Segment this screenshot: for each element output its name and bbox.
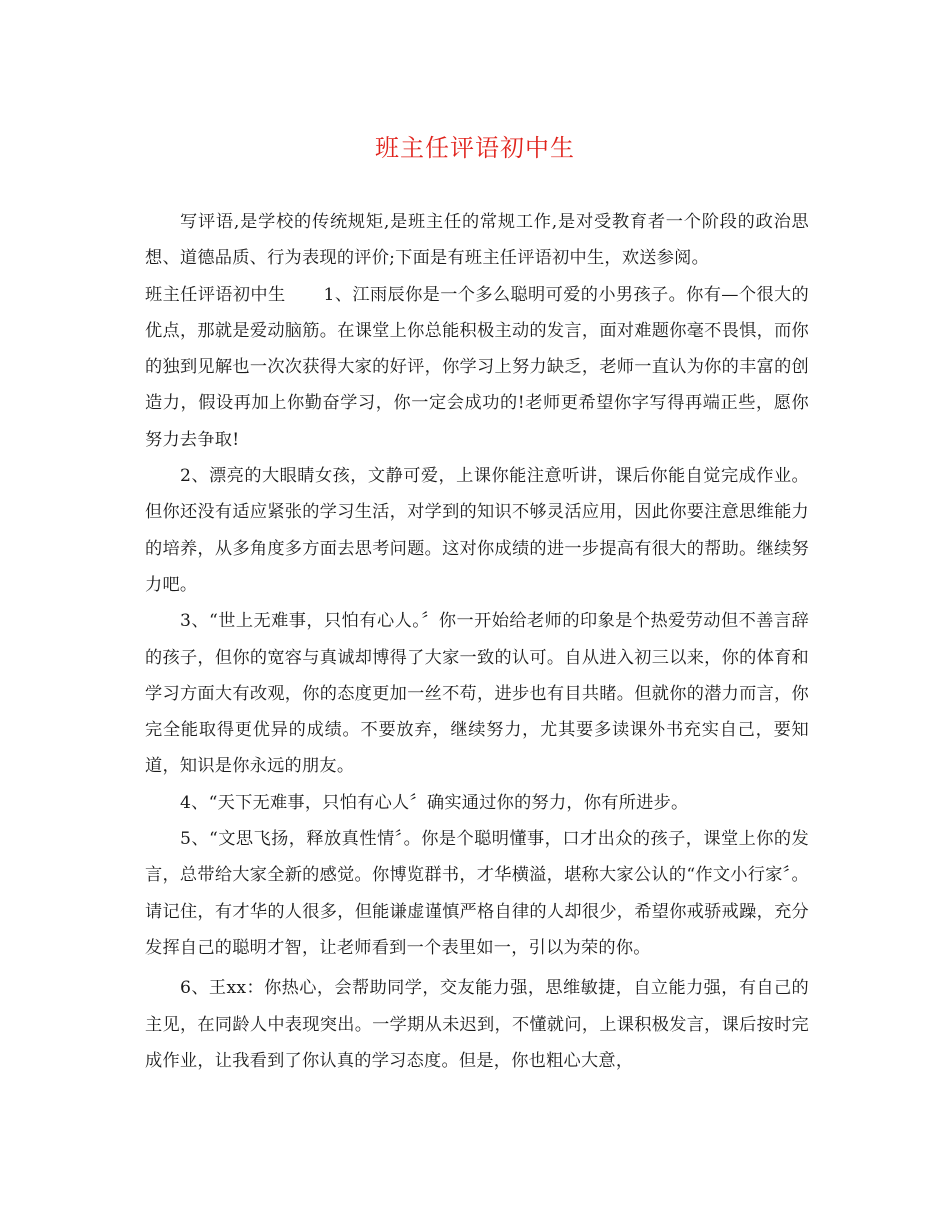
document-title: 班主任评语初中生 (375, 134, 575, 162)
first-entry-paragraph (145, 277, 809, 458)
subheading: 班主任评语初中生 (145, 284, 286, 305)
comment-paragraph-6: 6、王xx：你热心，会帮助同学，交友能力强，思维敏捷，自立能力强，有自己的主见，在同龄人中表现突出。一学期从未迟到，不懂就问，上课积极发言，课后按时完成作业，让我看到了你认真的学习态度。但是，你也粗心大意， (145, 978, 809, 1071)
intro-paragraph: 写评语,是学校的传统规矩,是班主任的常规工作,是对受教育者一个阶段的政治思想、道德品质、行为表现的评价;下面是有班主任评语初中生，欢送参阅。 (145, 212, 809, 269)
comment-paragraph-4: 4、“天下无难事，只怕有心人〞确实通过你的努力，你有所进步。 (180, 792, 689, 813)
comment-paragraph-2: 2、漂亮的大眼睛女孩，文静可爱，上课你能注意听讲，课后你能自觉完成作业。但你还没有适应紧张的学习生活，对学到的知识不够灵活应用，因此你要注意思维能力的培养，从多角度多方面去思考问题。这对你成绩的进一步提高有很大的帮助。继续努力吧。 (145, 466, 809, 595)
document-body (145, 204, 809, 1079)
comment-paragraph-5: 5、“文思飞扬，释放真性情〞。你是个聪明懂事，口才出众的孩子，课堂上你的发言，总带给大家全新的感觉。你博览群书，才华横溢，堪称大家公认的“作文小行家〞。请记住，有才华的人很多，但能谦虚谨慎严格自律的人却很少，希望你戒骄戒躁，充分发挥自己的聪明才智，让老师看到一个表里如一，引以为荣的你。 (145, 829, 809, 958)
comment-paragraph-1: 1、江雨辰你是一个多么聪明可爱的小男孩子。你有—个很大的优点，那就是爱动脑筋。在课堂上你总能积极主动的发言，面对难题你毫不畏惧，而你的独到见解也一次次获得大家的好评，你学习上努力缺乏，老师一直认为你的丰富的创造力，假设再加上你勤奋学习，你一定会成功的!老师更希望你字写得再端正些，愿你努力去争取! (145, 284, 809, 450)
comment-paragraph-3: 3、“世上无难事，只怕有心人。〞你一开始给老师的印象是个热爱劳动但不善言辞的孩子，但你的宽容与真诚却博得了大家一致的认可。自从进入初三以来，你的体育和学习方面大有改观，你的态度更加一丝不苟，进步也有目共睹。但就你的潜力而言，你完全能取得更优异的成绩。不要放弃，继续努力，尤其要多读课外书充实自己，要知道，知识是你永远的朋友。 (145, 611, 809, 777)
